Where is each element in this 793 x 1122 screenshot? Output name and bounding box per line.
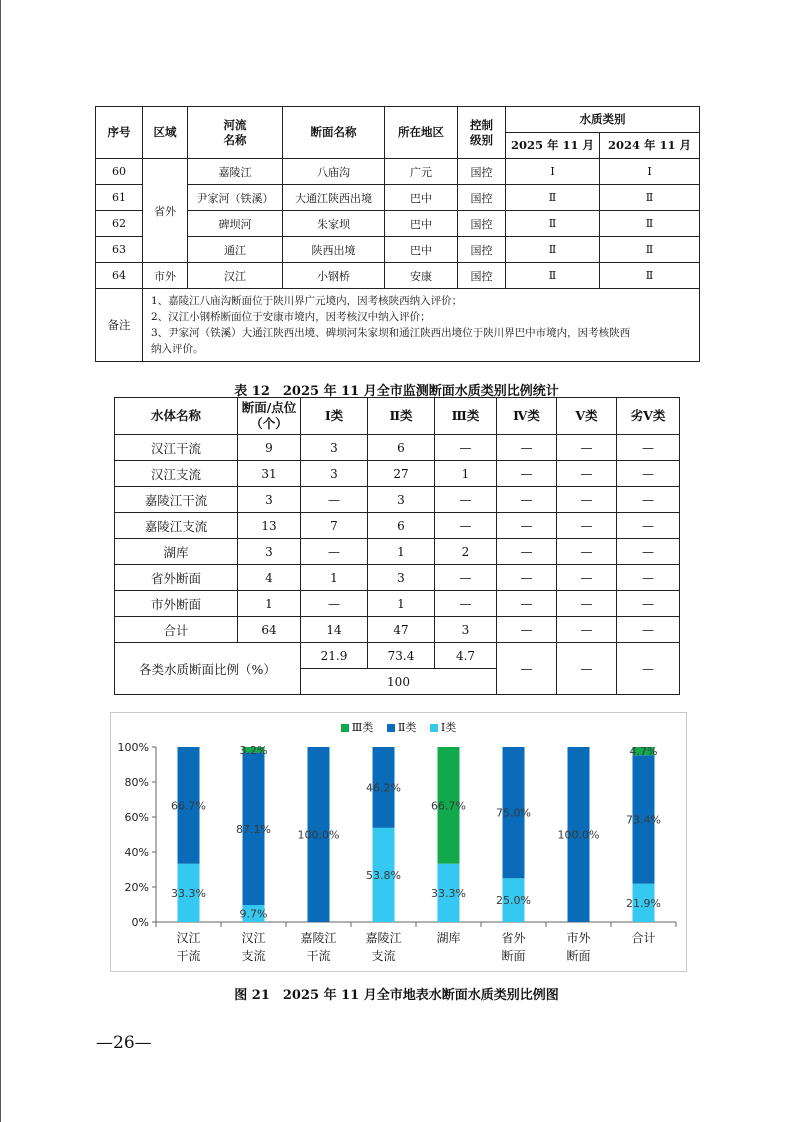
data-label: 73.4% [626,813,661,827]
cell-section: 陕西出境 [283,237,385,263]
data-label: 66.7% [431,799,466,813]
header-river [188,107,283,159]
cell-water-body: 嘉陵江支流 [115,513,238,539]
cell-control: 国控 [458,185,506,211]
header-class-worse-5: 劣Ⅴ类 [617,398,680,435]
data-label: 100.0% [557,828,600,842]
cell-q2024: Ⅱ [600,263,700,289]
data-label: 9.7% [239,907,268,921]
data-label: 75.0% [496,806,531,820]
table-row [115,591,680,617]
header-class-1: Ⅰ类 [301,398,368,435]
cell-class-1: 3 [301,435,368,461]
ratio-class-2: 73.4 [368,643,435,669]
ratio-class-5: — [557,643,617,695]
cell-class-worse-5: — [617,435,680,461]
cell-water-body: 汉江支流 [115,461,238,487]
header-class-2: Ⅱ类 [368,398,435,435]
page-number: —26— [96,1033,152,1053]
legend-label: Ⅲ类 [351,721,374,734]
header-section: 断面名称 [283,107,385,159]
cell-class-worse-5: — [617,487,680,513]
cell-location: 安康 [385,263,458,289]
category-label: 断面 [566,949,591,963]
cell-class-worse-5: — [617,461,680,487]
cell-q2024: Ⅱ [600,237,700,263]
cell-q2024: Ⅱ [600,211,700,237]
cell-class-3: — [435,591,497,617]
table-row [115,461,680,487]
cell-class-4: — [497,565,557,591]
cell-water-body: 汉江干流 [115,435,238,461]
cell-region-group: 市外 [143,263,188,289]
cell-q2025: Ⅰ [506,159,600,185]
cell-river: 汉江 [188,263,283,289]
cell-class-worse-5: — [617,565,680,591]
cell-class-2: 1 [368,591,435,617]
cell-class-4: — [497,487,557,513]
data-label: 33.3% [431,886,466,900]
cell-q2025: Ⅱ [506,185,600,211]
cell-class-2: 27 [368,461,435,487]
sections-table [95,106,700,362]
data-label: 53.8% [366,868,401,882]
cell-class-3: — [435,487,497,513]
table-row [96,263,700,289]
table-row [115,565,680,591]
cell-class-3: 3 [435,617,497,643]
cell-river: 嘉陵江 [188,159,283,185]
category-label: 支流 [371,949,396,963]
cell-q2025: Ⅱ [506,237,600,263]
y-tick-label: 0% [131,916,149,929]
category-label: 断面 [501,949,526,963]
cell-class-2: 3 [368,487,435,513]
stacked-bar-chart [111,713,686,971]
y-tick-label: 100% [117,741,149,754]
y-tick-label: 60% [124,811,149,824]
cell-class-2: 6 [368,513,435,539]
ratio-class-1: 21.9 [301,643,368,669]
note-line: 1、嘉陵江八庙沟断面位于陕川界广元境内，因考核陕西纳入评价； [151,295,463,307]
header-count-line2: （个） [250,416,288,431]
header-quality: 水质类别 [506,107,700,133]
table-row [115,487,680,513]
cell-class-1: — [301,487,368,513]
cell-control: 国控 [458,211,506,237]
cell-water-body: 湖库 [115,539,238,565]
cell-class-1: — [301,591,368,617]
data-label: 21.9% [626,896,661,910]
ratio-total: 100 [301,669,497,695]
cell-class-5: — [557,513,617,539]
header-count [238,398,301,435]
cell-river: 碑坝河 [188,211,283,237]
cell-class-1: 14 [301,617,368,643]
cell-q2025: Ⅱ [506,211,600,237]
table12 [114,397,680,695]
header-control [458,107,506,159]
cell-class-5: — [557,461,617,487]
ratio-class-4: — [497,643,557,695]
cell-class-worse-5: — [617,617,680,643]
cell-class-3: — [435,435,497,461]
y-tick-label: 40% [124,846,149,859]
cell-class-3: — [435,565,497,591]
category-label: 支流 [241,949,266,963]
category-label: 干流 [176,949,201,963]
note-line: 2、汉江小钢桥断面位于安康市境内，因考核汉中纳入评价； [151,311,431,323]
cell-count: 64 [238,617,301,643]
cell-class-1: 3 [301,461,368,487]
cell-q2024: Ⅱ [600,185,700,211]
page-edge-line [0,0,1,1122]
data-label: 25.0% [496,894,531,908]
cell-class-4: — [497,617,557,643]
data-label: 4.7% [629,745,658,759]
table12-caption: 表 12 2025 年 11 月全市监测断面水质类别比例统计 [234,384,559,399]
cell-water-body: 嘉陵江干流 [115,487,238,513]
cell-class-5: — [557,565,617,591]
cell-class-5: — [557,617,617,643]
header-class-4: Ⅳ类 [497,398,557,435]
header-location: 所在地区 [385,107,458,159]
data-label: 100.0% [297,828,340,842]
cell-count: 9 [238,435,301,461]
note-line: 3、尹家河（铁溪）大通江陕西出境、碑坝河朱家坝和通江陕西出境位于陕川界巴中市境内，因考核陕西 [151,327,631,339]
cell-count: 31 [238,461,301,487]
cell-class-2: 1 [368,539,435,565]
legend-label: Ⅱ类 [397,721,417,734]
cell-location: 巴中 [385,185,458,211]
y-tick-label: 80% [124,776,149,789]
cell-section: 八庙沟 [283,159,385,185]
cell-water-body: 合计 [115,617,238,643]
cell-control: 国控 [458,237,506,263]
cell-class-2: 6 [368,435,435,461]
table-row [115,513,680,539]
header-seq: 序号 [96,107,143,159]
cell-q2024: Ⅰ [600,159,700,185]
cell-class-1: 7 [301,513,368,539]
header-q2024: 2024 年 11 月 [600,133,700,159]
cell-region-group: 省外 [143,159,188,263]
cell-river: 尹家河（铁溪） [188,185,283,211]
cell-class-2: 3 [368,565,435,591]
cell-q2025: Ⅱ [506,263,600,289]
cell-class-3: — [435,513,497,539]
category-label: 合计 [631,931,656,945]
data-label: 3.2% [239,743,268,757]
cell-class-worse-5: — [617,513,680,539]
category-label: 干流 [306,949,331,963]
table-row [115,435,680,461]
cell-class-4: — [497,461,557,487]
ratio-class-worse-5: — [617,643,680,695]
header-count-line1: 断面/点位 [241,400,297,415]
cell-river: 通江 [188,237,283,263]
cell-class-4: — [497,539,557,565]
notes [143,289,700,362]
cell-seq: 60 [96,159,143,185]
header-q2025: 2025 年 11 月 [506,133,600,159]
cell-location: 巴中 [385,211,458,237]
cell-seq: 64 [96,263,143,289]
cell-class-4: — [497,591,557,617]
cell-seq: 61 [96,185,143,211]
y-tick-label: 20% [124,881,149,894]
cell-count: 3 [238,487,301,513]
cell-section: 大通江陕西出境 [283,185,385,211]
cell-class-5: — [557,435,617,461]
category-label: 嘉陵江 [300,931,337,945]
cell-water-body: 市外断面 [115,591,238,617]
data-label: 46.2% [366,781,401,795]
ratio-class-3: 4.7 [435,643,497,669]
cell-section: 朱家坝 [283,211,385,237]
header-control-line2: 级别 [470,132,493,147]
header-river-line2: 名称 [223,132,247,147]
table-row [115,617,680,643]
cell-class-5: — [557,539,617,565]
category-label: 市外 [566,931,591,945]
cell-class-3: 2 [435,539,497,565]
cell-seq: 62 [96,211,143,237]
category-label: 汉江 [241,931,266,945]
cell-class-5: — [557,487,617,513]
cell-class-3: 1 [435,461,497,487]
figure21-caption: 图 21 2025 年 11 月全市地表水断面水质类别比例图 [234,988,559,1003]
cell-water-body: 省外断面 [115,565,238,591]
data-label: 66.7% [171,799,206,813]
cell-count: 3 [238,539,301,565]
cell-count: 4 [238,565,301,591]
header-region: 区域 [143,107,188,159]
note-label: 备注 [96,289,143,362]
note-line: 纳入评价。 [151,343,204,355]
table-row [96,159,700,185]
cell-location: 巴中 [385,237,458,263]
header-water-body: 水体名称 [115,398,238,435]
ratio-label: 各类水质断面比例（%） [115,643,301,695]
header-control-line1: 控制 [470,117,493,132]
cell-control: 国控 [458,159,506,185]
cell-class-2: 47 [368,617,435,643]
chart-frame [110,712,687,972]
cell-class-worse-5: — [617,591,680,617]
cell-control: 国控 [458,263,506,289]
category-label: 湖库 [436,931,461,945]
table-row [115,539,680,565]
cell-class-4: — [497,435,557,461]
data-label: 33.3% [171,886,206,900]
header-class-5: Ⅴ类 [557,398,617,435]
category-label: 省外 [501,931,526,945]
cell-count: 1 [238,591,301,617]
header-class-3: Ⅲ类 [435,398,497,435]
cell-class-worse-5: — [617,539,680,565]
cell-class-1: 1 [301,565,368,591]
cell-seq: 63 [96,237,143,263]
cell-class-4: — [497,513,557,539]
cell-class-5: — [557,591,617,617]
data-label: 87.1% [236,822,271,836]
cell-class-1: — [301,539,368,565]
cell-location: 广元 [385,159,458,185]
category-label: 汉江 [176,931,201,945]
cell-count: 13 [238,513,301,539]
cell-section: 小钢桥 [283,263,385,289]
legend-label: Ⅰ类 [440,721,457,734]
header-river-line1: 河流 [223,117,247,132]
category-label: 嘉陵江 [365,931,402,945]
